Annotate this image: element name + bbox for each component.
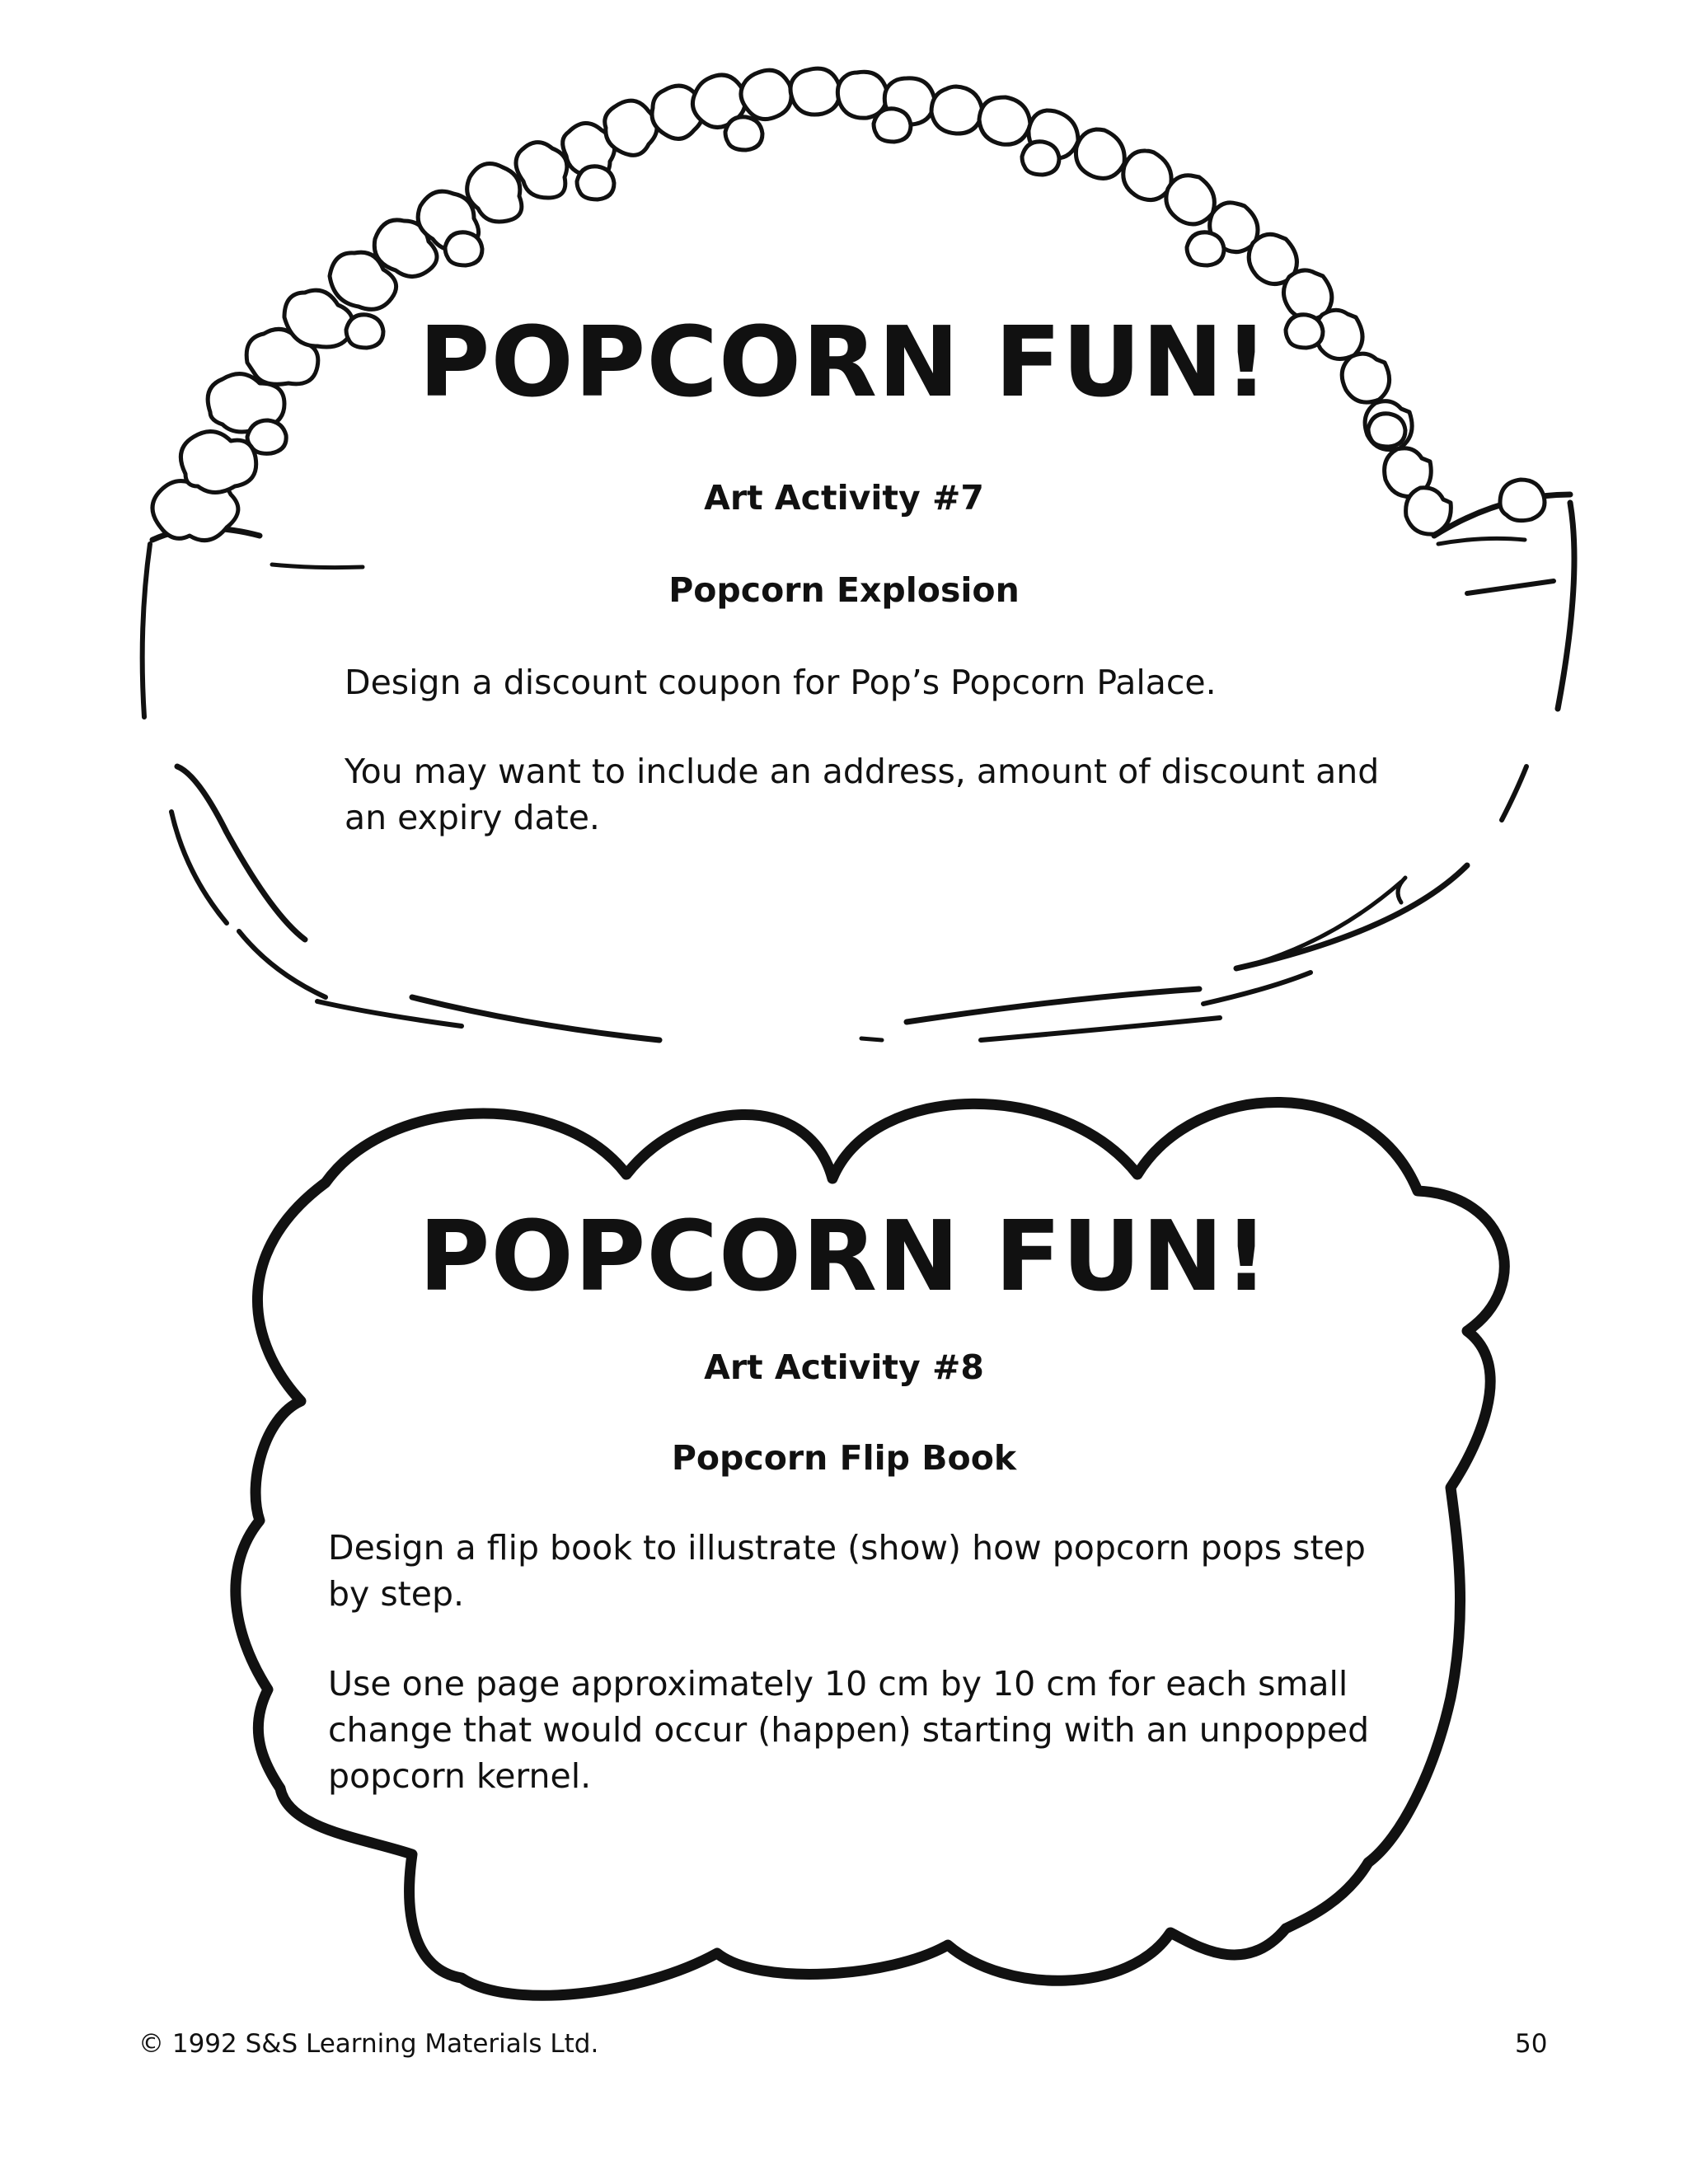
activity7-name: Popcorn Explosion <box>668 570 1020 610</box>
activity8-paragraph-2: Use one page approximately 10 cm by 10 cm for each small change that would occur (happen) starting with an unpopped popcorn kernel. <box>328 1664 1370 1796</box>
activity8-paragraph-1: Design a flip book to illustrate (show) how popcorn pops step by step. <box>328 1528 1366 1614</box>
activity8-name: Popcorn Flip Book <box>671 1438 1017 1478</box>
activity8-title: POPCORN FUN! <box>419 1199 1269 1313</box>
activity8-label: Art Activity #8 <box>704 1347 984 1387</box>
activity7-paragraph-1: Design a discount coupon for Pop’s Popcorn Palace. <box>345 663 1217 702</box>
activity7-label: Art Activity #7 <box>704 478 984 518</box>
activity7-paragraph-2: You may want to include an address, amount of discount and an expiry date. <box>345 752 1380 837</box>
page-number: 50 <box>1515 2029 1548 2059</box>
copyright-notice: © 1992 S&S Learning Materials Ltd. <box>138 2029 599 2059</box>
activity7-title: POPCORN FUN! <box>419 305 1269 419</box>
